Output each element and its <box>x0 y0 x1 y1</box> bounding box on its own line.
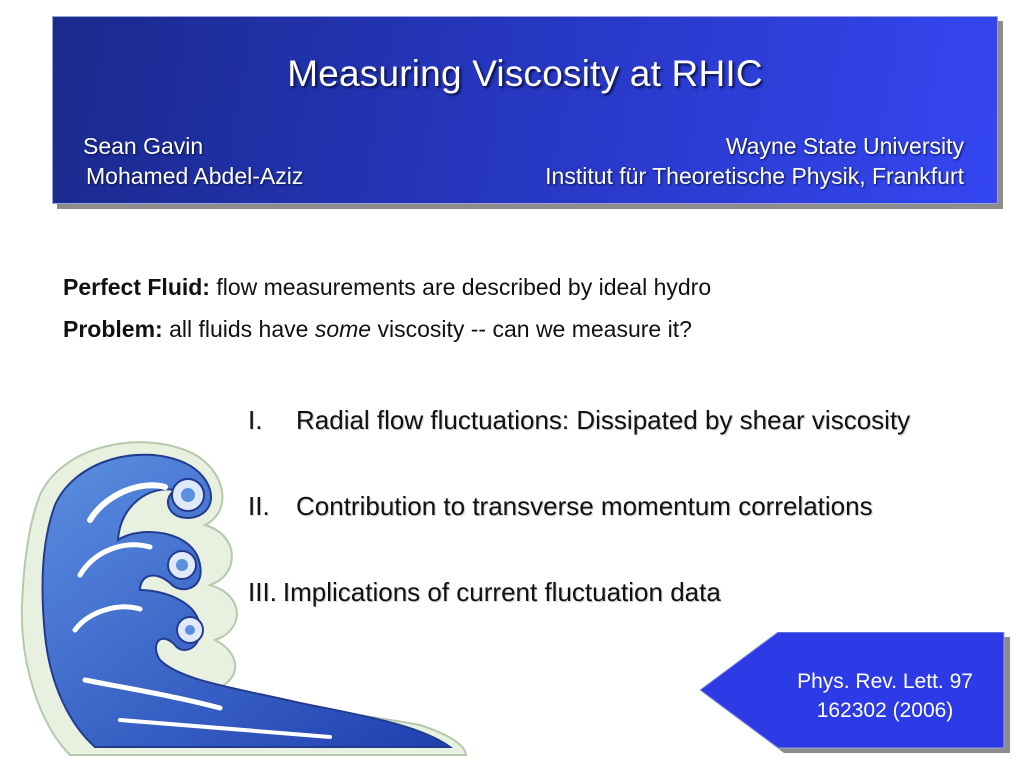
outline-text-3: Implications of current fluctuation data <box>282 577 721 607</box>
affiliation-1: Wayne State University <box>725 133 964 159</box>
reference-line-1: Phys. Rev. Lett. 97 <box>797 670 973 693</box>
problem-line <box>63 316 692 343</box>
outline-number-2: II. <box>248 491 270 521</box>
outline-number-3: III. <box>248 577 277 607</box>
ocean-wave-illustration <box>0 425 470 765</box>
reference-line-2: 162302 (2006) <box>816 699 954 722</box>
problem-text-pre: all fluids have <box>162 316 315 342</box>
outline-number-1: I. <box>248 405 263 435</box>
title-banner <box>52 16 998 204</box>
perfect-fluid-line <box>63 274 711 301</box>
author-2: Mohamed Abdel-Aziz <box>86 163 304 189</box>
affiliation-2: Institut für Theoretische Physik, Frankfurt <box>545 163 964 189</box>
outline-text-2: Contribution to transverse momentum correlations <box>296 491 873 521</box>
problem-text-post: viscosity -- can we measure it? <box>371 316 692 342</box>
perfect-fluid-text: flow measurements are described by ideal hydro <box>209 274 712 300</box>
reference-text <box>780 667 990 725</box>
outline-text-1: Radial flow fluctuations: Dissipated by shear viscosity <box>296 405 911 435</box>
problem-label: Problem: <box>63 316 163 342</box>
perfect-fluid-label: Perfect Fluid: <box>63 274 210 300</box>
author-1: Sean Gavin <box>83 133 204 159</box>
slide-title: Measuring Viscosity at RHIC <box>287 53 763 94</box>
reference-callout <box>700 632 1010 752</box>
problem-text-emphasis: some <box>314 316 372 342</box>
